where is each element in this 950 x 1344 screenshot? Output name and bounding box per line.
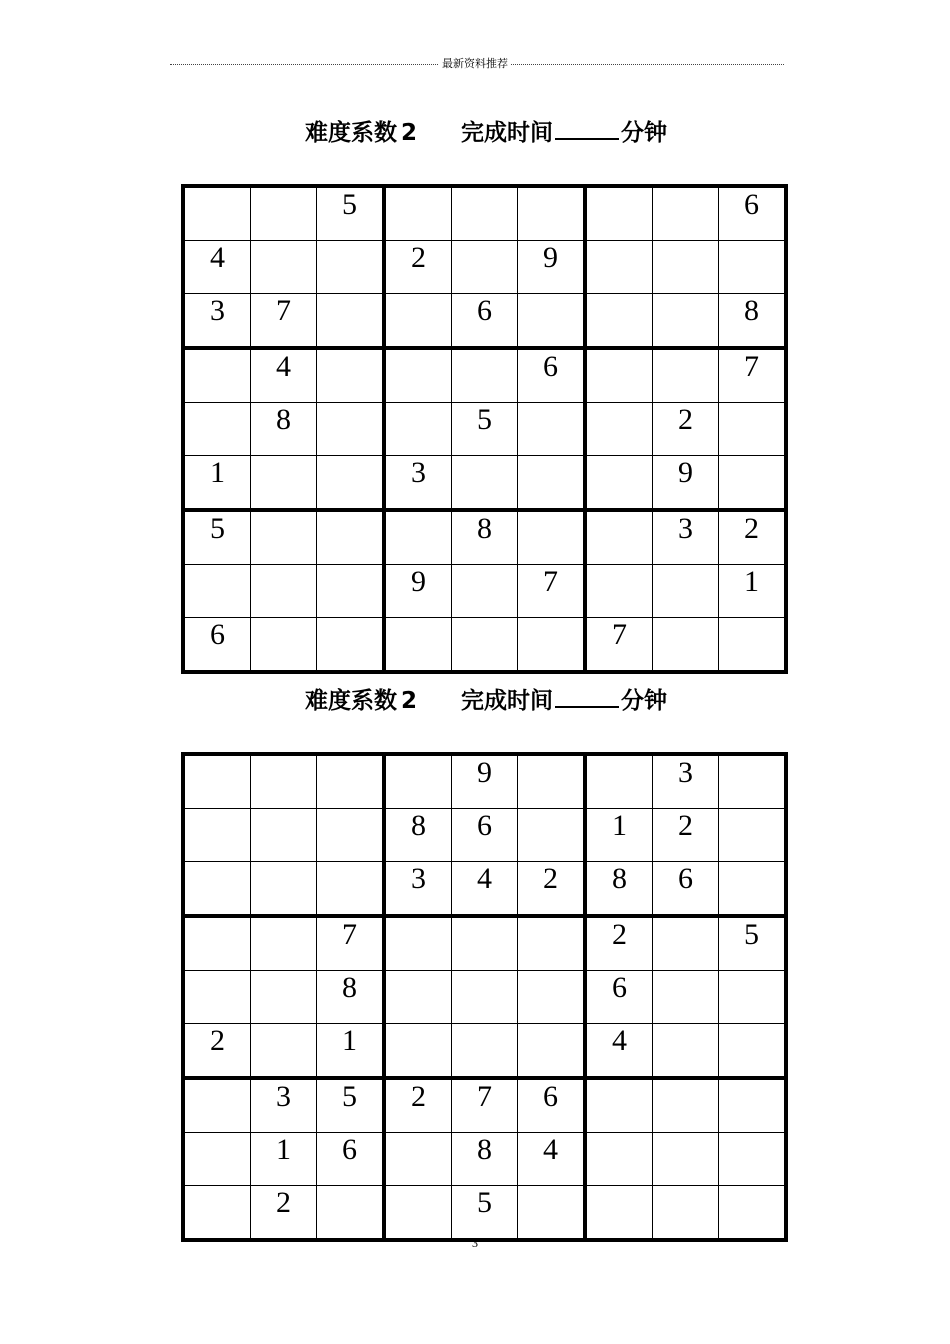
grid-2-cell[interactable] (251, 862, 317, 917)
grid-2-cell[interactable] (719, 1186, 787, 1241)
grid-2-cell[interactable] (384, 1186, 452, 1241)
grid-2-cell[interactable] (719, 809, 787, 862)
sudoku-grid-1 (181, 184, 788, 674)
grid-2-cell[interactable] (251, 971, 317, 1024)
grid-1-row (183, 348, 786, 403)
grid-1-cell[interactable] (452, 565, 518, 618)
grid-1-cell[interactable] (585, 565, 653, 618)
grid-2-row (183, 1133, 786, 1186)
grid-2-row (183, 754, 786, 809)
grid-1-cell[interactable] (518, 294, 586, 349)
grid-2-cell[interactable] (585, 1133, 653, 1186)
grid-2-cell[interactable]: 2 (518, 862, 586, 917)
grid-1-cell[interactable] (317, 403, 385, 456)
grid-1-cell[interactable] (251, 456, 317, 511)
grid-1-cell[interactable] (653, 565, 719, 618)
grid-1-cell[interactable] (585, 403, 653, 456)
grid-2-cell[interactable] (585, 1078, 653, 1133)
page-header (0, 56, 950, 72)
grid-2-cell[interactable]: 1 (585, 809, 653, 862)
grid-1-cell[interactable] (251, 241, 317, 294)
grid-1-cell[interactable] (317, 565, 385, 618)
grid-2-cell[interactable]: 8 (452, 1133, 518, 1186)
grid-1-cell[interactable]: 7 (518, 565, 586, 618)
grid-1-cell[interactable] (518, 186, 586, 241)
grid-2-cell[interactable] (518, 754, 586, 809)
grid-2-cell[interactable]: 2 (585, 916, 653, 971)
grid-2-cell[interactable] (183, 809, 251, 862)
grid-2-cell[interactable] (183, 971, 251, 1024)
grid-1-cell[interactable]: 1 (719, 565, 787, 618)
grid-2-cell[interactable]: 5 (452, 1186, 518, 1241)
grid-2-cell[interactable]: 2 (384, 1078, 452, 1133)
grid-1-cell[interactable] (317, 618, 385, 673)
grid-1-row (183, 186, 786, 241)
grid-2-cell[interactable]: 4 (518, 1133, 586, 1186)
grid-2-cell[interactable]: 8 (317, 971, 385, 1024)
grid-2-cell[interactable] (384, 916, 452, 971)
grid-2-cell[interactable] (384, 971, 452, 1024)
grid-2-cell[interactable]: 8 (384, 809, 452, 862)
grid-2-cell[interactable] (585, 1186, 653, 1241)
grid-2-cell[interactable]: 2 (653, 809, 719, 862)
grid-1-cell[interactable]: 4 (251, 348, 317, 403)
grid-1-cell[interactable] (585, 241, 653, 294)
grid-2-cell[interactable] (183, 862, 251, 917)
grid-2-cell[interactable]: 4 (452, 862, 518, 917)
grid-1-cell[interactable]: 4 (183, 241, 251, 294)
puzzle-2-time-blank[interactable] (555, 688, 619, 708)
puzzle-2-level-value: 2 (401, 688, 418, 714)
grid-1-cell[interactable] (452, 618, 518, 673)
grid-1-cell[interactable] (719, 456, 787, 511)
grid-2-cell[interactable] (384, 1133, 452, 1186)
grid-2-cell[interactable]: 7 (452, 1078, 518, 1133)
grid-2-cell[interactable]: 6 (585, 971, 653, 1024)
grid-1-cell[interactable] (183, 403, 251, 456)
grid-2-cell[interactable] (183, 916, 251, 971)
grid-1-cell[interactable] (585, 456, 653, 511)
grid-1-cell[interactable]: 2 (719, 510, 787, 565)
grid-2-cell[interactable]: 9 (452, 754, 518, 809)
grid-2-cell[interactable]: 6 (452, 809, 518, 862)
grid-2-row (183, 1078, 786, 1133)
grid-1-row (183, 510, 786, 565)
sudoku-grid-2 (181, 752, 788, 1242)
grid-1-cell[interactable] (452, 241, 518, 294)
grid-1-cell[interactable] (518, 510, 586, 565)
grid-1-row (183, 456, 786, 511)
grid-1-cell[interactable]: 6 (183, 618, 251, 673)
grid-2-cell[interactable] (518, 1024, 586, 1079)
grid-1-cell[interactable] (251, 618, 317, 673)
grid-2-row (183, 1024, 786, 1079)
grid-1-cell[interactable] (585, 294, 653, 349)
grid-2-cell[interactable] (251, 809, 317, 862)
grid-1-cell[interactable] (719, 241, 787, 294)
grid-1-cell[interactable] (518, 403, 586, 456)
grid-1-cell[interactable] (384, 186, 452, 241)
grid-2-cell[interactable] (452, 971, 518, 1024)
grid-2-cell[interactable] (317, 809, 385, 862)
grid-2-cell[interactable]: 3 (384, 862, 452, 917)
grid-1-cell[interactable] (251, 186, 317, 241)
puzzle-1-level-label: 难度系数 (305, 120, 397, 146)
grid-2-cell[interactable] (384, 1024, 452, 1079)
grid-1-cell[interactable] (317, 456, 385, 511)
grid-1-cell[interactable]: 7 (251, 294, 317, 349)
grid-1-cell[interactable]: 9 (518, 241, 586, 294)
grid-2-cell[interactable] (317, 862, 385, 917)
grid-1-cell[interactable]: 6 (452, 294, 518, 349)
grid-1-row (183, 618, 786, 673)
grid-2-cell[interactable] (251, 754, 317, 809)
grid-2-cell[interactable] (452, 1024, 518, 1079)
grid-2-row (183, 971, 786, 1024)
grid-2-cell[interactable]: 2 (183, 1024, 251, 1079)
grid-2-cell[interactable]: 5 (719, 916, 787, 971)
grid-1-cell[interactable] (251, 510, 317, 565)
grid-2-cell[interactable]: 1 (317, 1024, 385, 1079)
grid-1-cell[interactable] (653, 241, 719, 294)
grid-2-cell[interactable] (653, 1078, 719, 1133)
grid-1-cell[interactable]: 8 (719, 294, 787, 349)
grid-1-cell[interactable] (317, 510, 385, 565)
grid-1-cell[interactable]: 5 (452, 403, 518, 456)
grid-2-row (183, 809, 786, 862)
grid-2-cell[interactable]: 6 (653, 862, 719, 917)
grid-2-cell[interactable] (719, 1133, 787, 1186)
grid-1-cell[interactable] (317, 294, 385, 349)
grid-1-cell[interactable]: 5 (317, 186, 385, 241)
grid-1-row (183, 565, 786, 618)
grid-1-cell[interactable] (183, 565, 251, 618)
grid-1-cell[interactable]: 6 (518, 348, 586, 403)
grid-1-row (183, 241, 786, 294)
grid-2-cell[interactable]: 1 (251, 1133, 317, 1186)
grid-2-cell[interactable] (251, 1024, 317, 1079)
grid-1-cell[interactable] (585, 186, 653, 241)
puzzle-1-title (305, 118, 667, 148)
grid-2-cell[interactable] (585, 754, 653, 809)
grid-2-cell[interactable] (719, 1078, 787, 1133)
grid-2-cell[interactable] (719, 862, 787, 917)
grid-2-cell[interactable] (518, 916, 586, 971)
grid-2-cell[interactable] (653, 1024, 719, 1079)
grid-2-cell[interactable] (384, 754, 452, 809)
grid-2-cell[interactable] (719, 754, 787, 809)
grid-1-cell[interactable]: 6 (719, 186, 787, 241)
grid-1-cell[interactable]: 2 (653, 403, 719, 456)
grid-2-cell[interactable] (317, 754, 385, 809)
grid-2-cell[interactable]: 6 (317, 1133, 385, 1186)
grid-1-cell[interactable] (653, 348, 719, 403)
grid-1-cell[interactable] (384, 510, 452, 565)
grid-1-cell[interactable] (452, 456, 518, 511)
puzzle-2-level-label: 难度系数 (305, 688, 397, 714)
puzzle-1-time-blank[interactable] (555, 120, 619, 140)
grid-1-cell[interactable] (183, 186, 251, 241)
grid-2-cell[interactable]: 4 (585, 1024, 653, 1079)
grid-1-cell[interactable]: 2 (384, 241, 452, 294)
grid-1-cell[interactable] (384, 348, 452, 403)
grid-2-cell[interactable]: 3 (653, 754, 719, 809)
puzzle-2-time-unit: 分钟 (621, 688, 668, 714)
puzzle-1-level-value: 2 (401, 120, 418, 146)
grid-1-cell[interactable]: 3 (183, 294, 251, 349)
puzzle-2-time-label: 完成时间 (461, 688, 554, 714)
grid-1-row (183, 294, 786, 349)
grid-1-cell[interactable] (585, 348, 653, 403)
grid-2-cell[interactable] (518, 971, 586, 1024)
grid-2-cell[interactable] (251, 916, 317, 971)
grid-1-cell[interactable] (384, 618, 452, 673)
grid-2-cell[interactable] (317, 1186, 385, 1241)
grid-2-cell[interactable] (719, 1024, 787, 1079)
header-label: 最新资料推荐 (439, 58, 511, 70)
grid-2-cell[interactable]: 2 (251, 1186, 317, 1241)
grid-1-cell[interactable]: 7 (719, 348, 787, 403)
grid-1-cell[interactable] (653, 618, 719, 673)
grid-1-cell[interactable] (719, 403, 787, 456)
grid-2-cell[interactable]: 6 (518, 1078, 586, 1133)
grid-1-cell[interactable] (719, 618, 787, 673)
grid-1-cell[interactable] (251, 565, 317, 618)
grid-2-cell[interactable] (518, 809, 586, 862)
grid-1-cell[interactable] (518, 618, 586, 673)
grid-2-cell[interactable] (653, 971, 719, 1024)
grid-1-cell[interactable]: 1 (183, 456, 251, 511)
grid-2-cell[interactable]: 5 (317, 1078, 385, 1133)
grid-1-cell[interactable] (452, 348, 518, 403)
grid-1-cell[interactable] (183, 348, 251, 403)
grid-2-cell[interactable]: 3 (251, 1078, 317, 1133)
grid-2-cell[interactable] (653, 916, 719, 971)
grid-1-cell[interactable] (384, 294, 452, 349)
grid-2-cell[interactable] (183, 1133, 251, 1186)
grid-1-cell[interactable]: 5 (183, 510, 251, 565)
grid-2-cell[interactable]: 8 (585, 862, 653, 917)
grid-1-cell[interactable] (585, 510, 653, 565)
grid-1-cell[interactable]: 3 (653, 510, 719, 565)
grid-2-cell[interactable] (183, 1078, 251, 1133)
puzzle-2-title (305, 686, 667, 716)
page-number: 3 (472, 1236, 478, 1250)
grid-2-cell[interactable] (518, 1186, 586, 1241)
grid-1-cell[interactable] (653, 294, 719, 349)
grid-1-cell[interactable]: 8 (452, 510, 518, 565)
grid-1-cell[interactable] (452, 186, 518, 241)
grid-2-cell[interactable] (653, 1133, 719, 1186)
grid-2-cell[interactable] (452, 916, 518, 971)
grid-1-cell[interactable] (317, 241, 385, 294)
grid-1-cell[interactable]: 9 (384, 565, 452, 618)
grid-2-row (183, 862, 786, 917)
grid-1-cell[interactable]: 9 (653, 456, 719, 511)
grid-1-cell[interactable]: 3 (384, 456, 452, 511)
grid-2-cell[interactable] (653, 1186, 719, 1241)
grid-2-cell[interactable] (719, 971, 787, 1024)
grid-2-cell[interactable] (183, 754, 251, 809)
puzzle-1-time-unit: 分钟 (621, 120, 668, 146)
grid-2-cell[interactable]: 7 (317, 916, 385, 971)
grid-1-cell[interactable] (384, 403, 452, 456)
puzzle-1-time-label: 完成时间 (461, 120, 554, 146)
grid-2-cell[interactable] (183, 1186, 251, 1241)
grid-1-cell[interactable] (317, 348, 385, 403)
grid-1-row (183, 403, 786, 456)
grid-1-cell[interactable]: 8 (251, 403, 317, 456)
grid-2-row (183, 916, 786, 971)
grid-2-row (183, 1186, 786, 1241)
grid-1-cell[interactable] (518, 456, 586, 511)
grid-1-cell[interactable]: 7 (585, 618, 653, 673)
grid-1-cell[interactable] (653, 186, 719, 241)
